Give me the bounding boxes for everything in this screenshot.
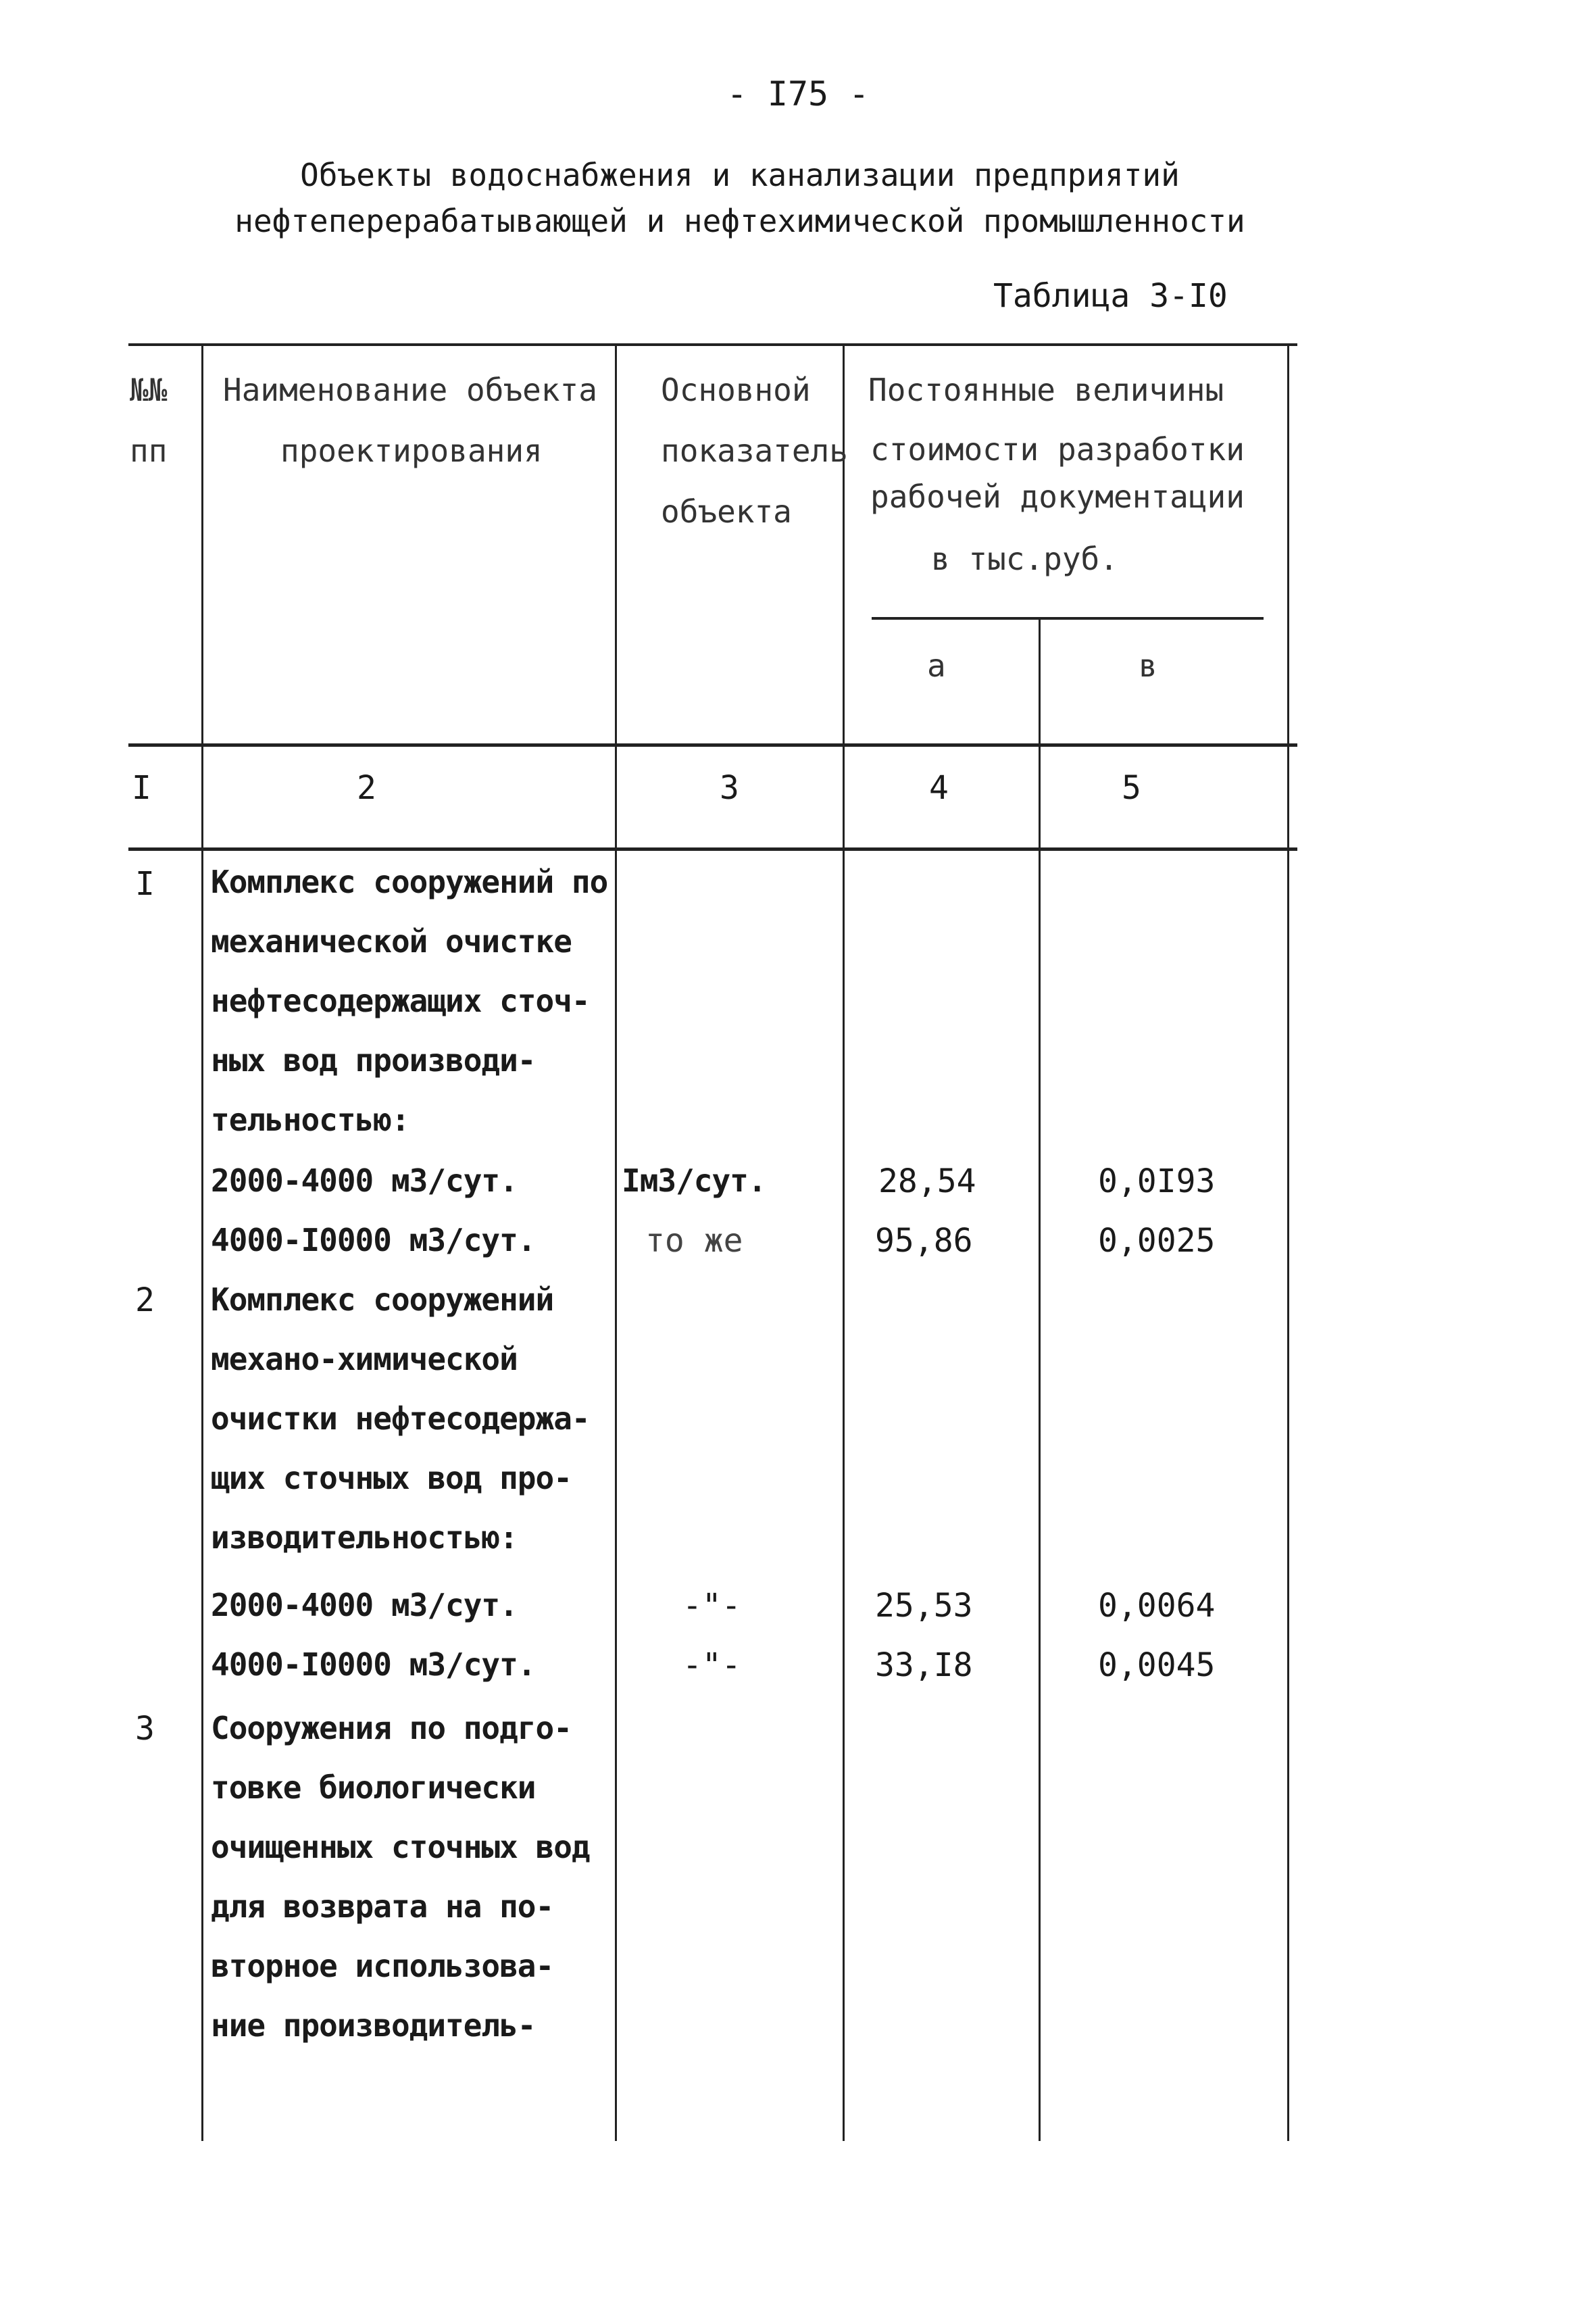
table-top-rule xyxy=(128,343,1297,346)
row-1-name-line-4: ных вод производи- xyxy=(211,1042,536,1079)
col-divider-5 xyxy=(1287,343,1289,2141)
row-2b-value-a: 33,I8 xyxy=(875,1646,973,1684)
row-1b-capacity: 4000-I0000 м3/сут. xyxy=(211,1222,536,1258)
colnum-bottom-rule xyxy=(128,847,1297,851)
row-1a-value-a: 28,54 xyxy=(878,1162,976,1200)
page-number: - I75 - xyxy=(726,74,870,114)
row-1a-capacity: 2000-4000 м3/сут. xyxy=(211,1162,518,1199)
col-divider-4 xyxy=(1039,617,1041,2141)
row-1-name-line-2: механической очистке xyxy=(211,923,572,960)
column-number-3: 3 xyxy=(720,769,739,807)
header-col1-line1: №№ xyxy=(130,372,168,408)
row-3-name-line-5: вторное использова- xyxy=(211,1948,554,1984)
row-2b-indicator: -"- xyxy=(682,1646,741,1684)
header-col1-line2: пп xyxy=(130,433,168,469)
row-2-name-line-5: изводительностью: xyxy=(211,1519,518,1556)
row-3-name-line-4: для возврата на по- xyxy=(211,1888,554,1925)
row-1-name-line-5: тельностью: xyxy=(211,1102,409,1138)
header-col45-line2: стоимости разработки xyxy=(870,431,1245,468)
header-col45-line4: в тыс.руб. xyxy=(931,541,1118,577)
row-2a-value-b: 0,0064 xyxy=(1098,1587,1216,1625)
column-number-2: 2 xyxy=(357,769,376,807)
row-2-name-line-2: механо-химической xyxy=(211,1341,518,1377)
document-title-line-2: нефтеперерабатывающей и нефтехимической промышленности xyxy=(234,203,1245,239)
row-2-number: 2 xyxy=(135,1281,155,1319)
row-2a-capacity: 2000-4000 м3/сут. xyxy=(211,1587,518,1623)
header-col3-line2: показатель xyxy=(661,433,848,469)
row-3-name-line-2: товке биологически xyxy=(211,1769,536,1806)
row-2b-capacity: 4000-I0000 м3/сут. xyxy=(211,1646,536,1683)
col-divider-2 xyxy=(615,343,617,2141)
row-3-name-line-3: очищенных сточных вод xyxy=(211,1829,590,1865)
row-3-name-line-1: Сооружения по подго- xyxy=(211,1710,572,1746)
header-col4: а xyxy=(927,647,946,684)
row-1b-value-a: 95,86 xyxy=(875,1222,973,1260)
column-number-1: I xyxy=(132,769,151,807)
row-1a-indicator: Iм3/сут. xyxy=(622,1162,766,1199)
document-title-line-1: Объекты водоснабжения и канализации предприятий xyxy=(300,157,1180,193)
row-2b-value-b: 0,0045 xyxy=(1098,1646,1216,1684)
header-col2-line1: Наименование объекта xyxy=(223,372,597,408)
table-label: Таблица 3-I0 xyxy=(993,277,1228,315)
row-3-name-line-6: ние производитель- xyxy=(211,2007,536,2044)
row-2a-value-a: 25,53 xyxy=(875,1587,973,1625)
header-col45-line3: рабочей документации xyxy=(870,478,1245,515)
header-col3-line3: объекта xyxy=(661,493,792,530)
row-2-name-line-1: Комплекс сооружений xyxy=(211,1281,554,1318)
column-number-5: 5 xyxy=(1122,769,1141,807)
row-1b-indicator: то же xyxy=(645,1222,743,1260)
column-number-4: 4 xyxy=(929,769,949,807)
header-col2-line2: проектирования xyxy=(280,433,543,469)
row-2-name-line-4: щих сточных вод про- xyxy=(211,1460,572,1496)
row-3-number: 3 xyxy=(135,1710,155,1748)
col-divider-3 xyxy=(843,343,845,2141)
row-2-name-line-3: очистки нефтесодержа- xyxy=(211,1400,590,1437)
header-bottom-rule xyxy=(128,743,1297,747)
row-1a-value-b: 0,0I93 xyxy=(1098,1162,1216,1200)
header-col3-line1: Основной xyxy=(661,372,811,408)
row-1-name-line-1: Комплекс сооружений по xyxy=(211,864,608,900)
row-1-name-line-3: нефтесодержащих сточ- xyxy=(211,983,590,1019)
row-1-number: I xyxy=(135,865,155,903)
col-divider-1 xyxy=(201,343,203,2141)
header-col45-line1: Постоянные величины xyxy=(868,372,1224,408)
row-2a-indicator: -"- xyxy=(682,1587,741,1625)
header-col5: в xyxy=(1139,647,1157,684)
subheader-rule xyxy=(872,617,1264,620)
row-1b-value-b: 0,0025 xyxy=(1098,1222,1216,1260)
